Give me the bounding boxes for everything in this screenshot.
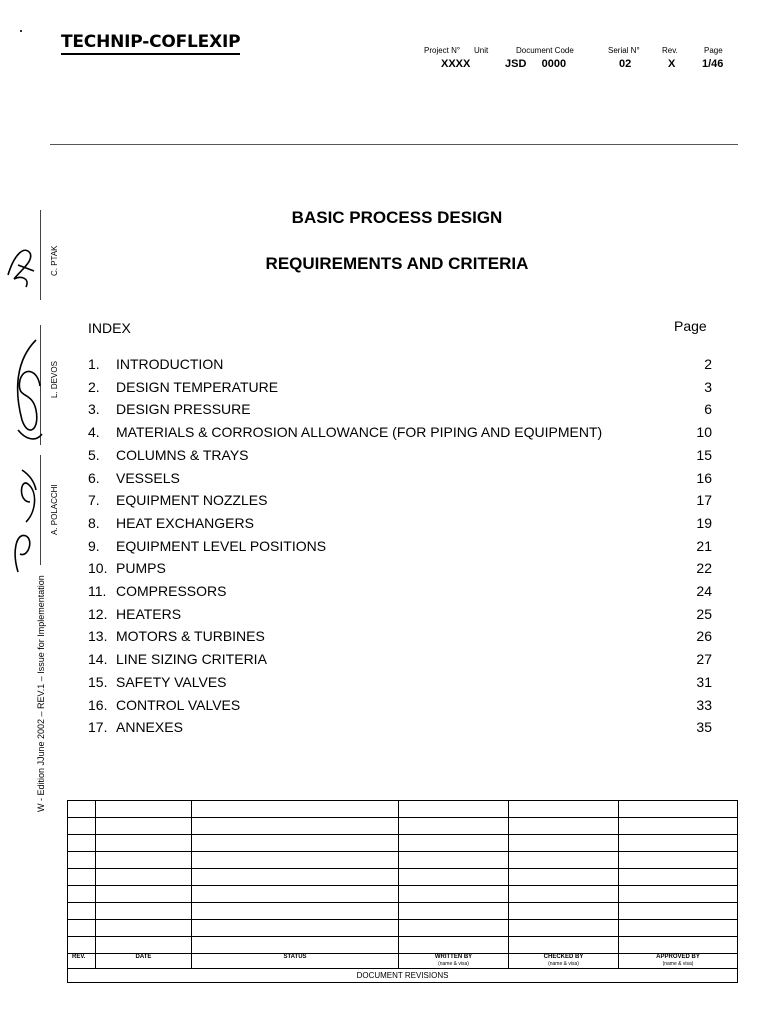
rev-value: X [668,58,676,70]
toc-title: SAFETY VALVES [116,673,227,690]
toc-number: 1. [88,356,100,372]
toc-title: VESSELS [116,469,180,486]
toc-page-number: 15 [696,446,712,463]
toc-page-number: 24 [696,583,712,599]
toc-page-number: 2 [704,356,712,372]
toc-number: 17. [88,719,108,736]
signature-c-ptak [0,235,40,295]
document-revisions-caption: DOCUMENT REVISIONS [68,969,738,983]
toc-page-number: 10 [696,424,712,441]
signature-l-devos [6,330,46,450]
revision-cell [192,801,399,818]
document-code-value: JSD 0000 [505,58,567,70]
revision-row [68,886,738,903]
revision-column-header [619,954,738,969]
toc-entry [88,606,712,626]
toc-title: HEAT EXCHANGERS [116,514,254,531]
revision-row [68,903,738,920]
revision-cell [619,852,738,869]
toc-title: MATERIALS & CORROSION ALLOWANCE (FOR PIPING AND EQUIPMENT) [116,424,603,441]
revision-cell [68,869,96,886]
toc-title: DESIGN PRESSURE [116,401,251,418]
revision-column-label: DATE [135,954,152,960]
revision-row [68,801,738,818]
revision-row [68,852,738,869]
revision-cell [619,886,738,903]
company-name: TECHNIP-COFLEXIP [61,32,240,55]
toc-entry [88,424,712,444]
toc-title: ANNEXES [116,719,183,736]
revision-column-subnote: (name & visa) [548,961,579,967]
toc-number: 11. [88,583,107,599]
toc-entry [88,628,712,648]
toc-entry [88,401,712,421]
header-field-document-code [516,46,574,55]
toc-number: 12. [88,605,108,622]
toc-title: MOTORS & TURBINES [116,628,265,645]
revision-header-row [68,954,738,969]
header-divider [50,144,738,145]
document-subtitle: REQUIREMENTS AND CRITERIA [265,254,529,273]
toc-page-number: 6 [704,401,712,418]
revision-column-subnote: (name & visa) [438,961,469,967]
revision-cell [399,818,509,835]
toc-number: 2. [88,378,100,395]
toc-page-number: 22 [696,560,712,577]
revision-cell [68,920,96,937]
serial-value: 02 [619,58,632,70]
revision-cell [96,886,192,903]
revision-row [68,937,738,954]
revision-column-label: REV. [72,954,86,960]
revision-cell [68,835,96,852]
toc-entry [88,470,712,490]
rev-label: Rev. [662,46,678,55]
toc-entry [88,356,712,376]
header-field-serial [608,46,640,55]
revision-column-header [96,954,192,969]
revision-cell [399,886,509,903]
toc-page-number: 19 [696,514,712,531]
toc-title: COLUMNS & TRAYS [116,446,249,463]
revision-cell [619,920,738,937]
toc-page-number: 21 [696,537,712,554]
revision-cell [619,818,738,835]
signature-divider [40,210,41,300]
revision-row [68,818,738,835]
toc-entry [88,674,712,694]
toc-page-number: 16 [696,469,712,486]
toc-number: 4. [88,424,100,441]
toc-number: 9. [88,537,100,554]
revision-cell [509,818,619,835]
revision-cell [68,937,96,954]
revision-cell [192,852,399,869]
revision-column-label: CHECKED BY [543,954,584,960]
revision-cell [399,801,509,818]
revision-cell [619,801,738,818]
page-column-heading: Page [674,318,707,334]
revision-cell [192,903,399,920]
revision-cell [619,937,738,954]
revision-row [68,920,738,937]
toc-entry [88,515,712,535]
toc-number: 13. [88,628,108,645]
revision-cell [192,818,399,835]
revision-cell [96,818,192,835]
header-field-page [704,46,723,55]
revision-column-header [192,954,399,969]
revision-cell [96,869,192,886]
revision-cell [399,852,509,869]
toc-entry [88,379,712,399]
revision-cell [96,920,192,937]
revision-cell [96,852,192,869]
revision-cell [68,903,96,920]
toc-number: 7. [88,492,100,509]
toc-number: 10. [88,560,108,577]
revision-cell [68,801,96,818]
revision-cell [509,886,619,903]
revision-cell [68,886,96,903]
revision-cell [619,869,738,886]
toc-title: DESIGN TEMPERATURE [116,378,279,395]
toc-page-number: 3 [704,378,712,395]
toc-entry [88,719,712,739]
revision-column-header [509,954,619,969]
toc-entry [88,560,712,580]
toc-title: CONTROL VALVES [116,696,241,713]
toc-entry [88,651,712,671]
revision-cell [399,920,509,937]
document-code-label: Document Code [516,46,574,55]
signature-name-a-polacchi: A. POLACCHI [50,484,59,535]
revision-cell [509,801,619,818]
revision-cell [192,937,399,954]
revision-cell [96,835,192,852]
toc-entry [88,447,712,467]
revision-cell [68,852,96,869]
revision-cell [68,818,96,835]
header-field-project [424,46,460,55]
toc-number: 5. [88,446,100,463]
project-label: Project N° [424,46,461,55]
revision-cell [399,869,509,886]
revision-cell [399,937,509,954]
revision-cell [192,886,399,903]
document-revisions-table [67,800,738,983]
toc-title: EQUIPMENT LEVEL POSITIONS [116,537,327,554]
revision-footer-row [68,969,738,983]
revision-cell [509,903,619,920]
page-value: 1/46 [702,58,724,70]
revision-cell [509,852,619,869]
revision-column-label: APPROVED BY [656,954,700,960]
toc-page-number: 31 [696,673,712,690]
toc-number: 16. [88,696,108,713]
revision-cell [399,835,509,852]
revision-cell [509,920,619,937]
index-heading: INDEX [88,320,131,336]
revision-column-header [399,954,509,969]
revision-cell [399,903,509,920]
revision-row [68,869,738,886]
toc-number: 14. [88,651,108,668]
toc-number: 15. [88,673,108,690]
toc-entry [88,583,712,603]
page-field-label: Page [704,46,723,55]
revision-cell [96,801,192,818]
toc-page-number: 33 [696,696,712,713]
revision-cell [619,903,738,920]
toc-entry [88,492,712,512]
toc-number: 8. [88,514,100,531]
toc-entry [88,697,712,717]
revision-column-label: WRITTEN BY [434,954,473,960]
toc-title: LINE SIZING CRITERIA [116,651,267,668]
scan-speck [20,30,22,32]
toc-page-number: 17 [696,492,712,509]
revision-column-header [68,954,96,969]
signature-name-c-ptak: C. PTAK [50,245,59,276]
toc-page-number: 27 [696,651,712,668]
signature-a-polacchi [6,462,44,582]
revision-cell [509,869,619,886]
revision-cell [192,869,399,886]
serial-label: Serial N° [608,46,640,55]
toc-page-number: 26 [696,628,712,645]
unit-label: Unit [474,46,489,55]
header-field-unit [474,46,488,55]
revision-cell [192,835,399,852]
toc-title: HEATERS [116,605,182,622]
toc-title: COMPRESSORS [116,583,227,599]
revision-cell [96,937,192,954]
toc-page-number: 35 [696,719,712,736]
revision-cell [192,920,399,937]
toc-number: 6. [88,469,100,486]
revision-cell [619,835,738,852]
toc-title: INTRODUCTION [116,356,224,372]
toc-entry [88,538,712,558]
revision-cell [509,937,619,954]
edition-note: W - Edition JJune 2002 – REV.1 – Issue for Implementation [36,575,46,812]
toc-number: 3. [88,401,100,418]
document-title: BASIC PROCESS DESIGN [291,208,503,227]
signature-name-l-devos: L. DEVOS [50,361,59,398]
revision-column-subnote: (name & visa) [662,961,694,967]
project-value: XXXX [441,58,471,70]
revision-cell [509,835,619,852]
header-field-rev [662,46,678,55]
revision-row [68,835,738,852]
toc-title: PUMPS [116,560,166,577]
revision-column-label: STATUS [283,954,307,960]
revision-cell [96,903,192,920]
toc-title: EQUIPMENT NOZZLES [116,492,268,509]
toc-page-number: 25 [696,605,712,622]
